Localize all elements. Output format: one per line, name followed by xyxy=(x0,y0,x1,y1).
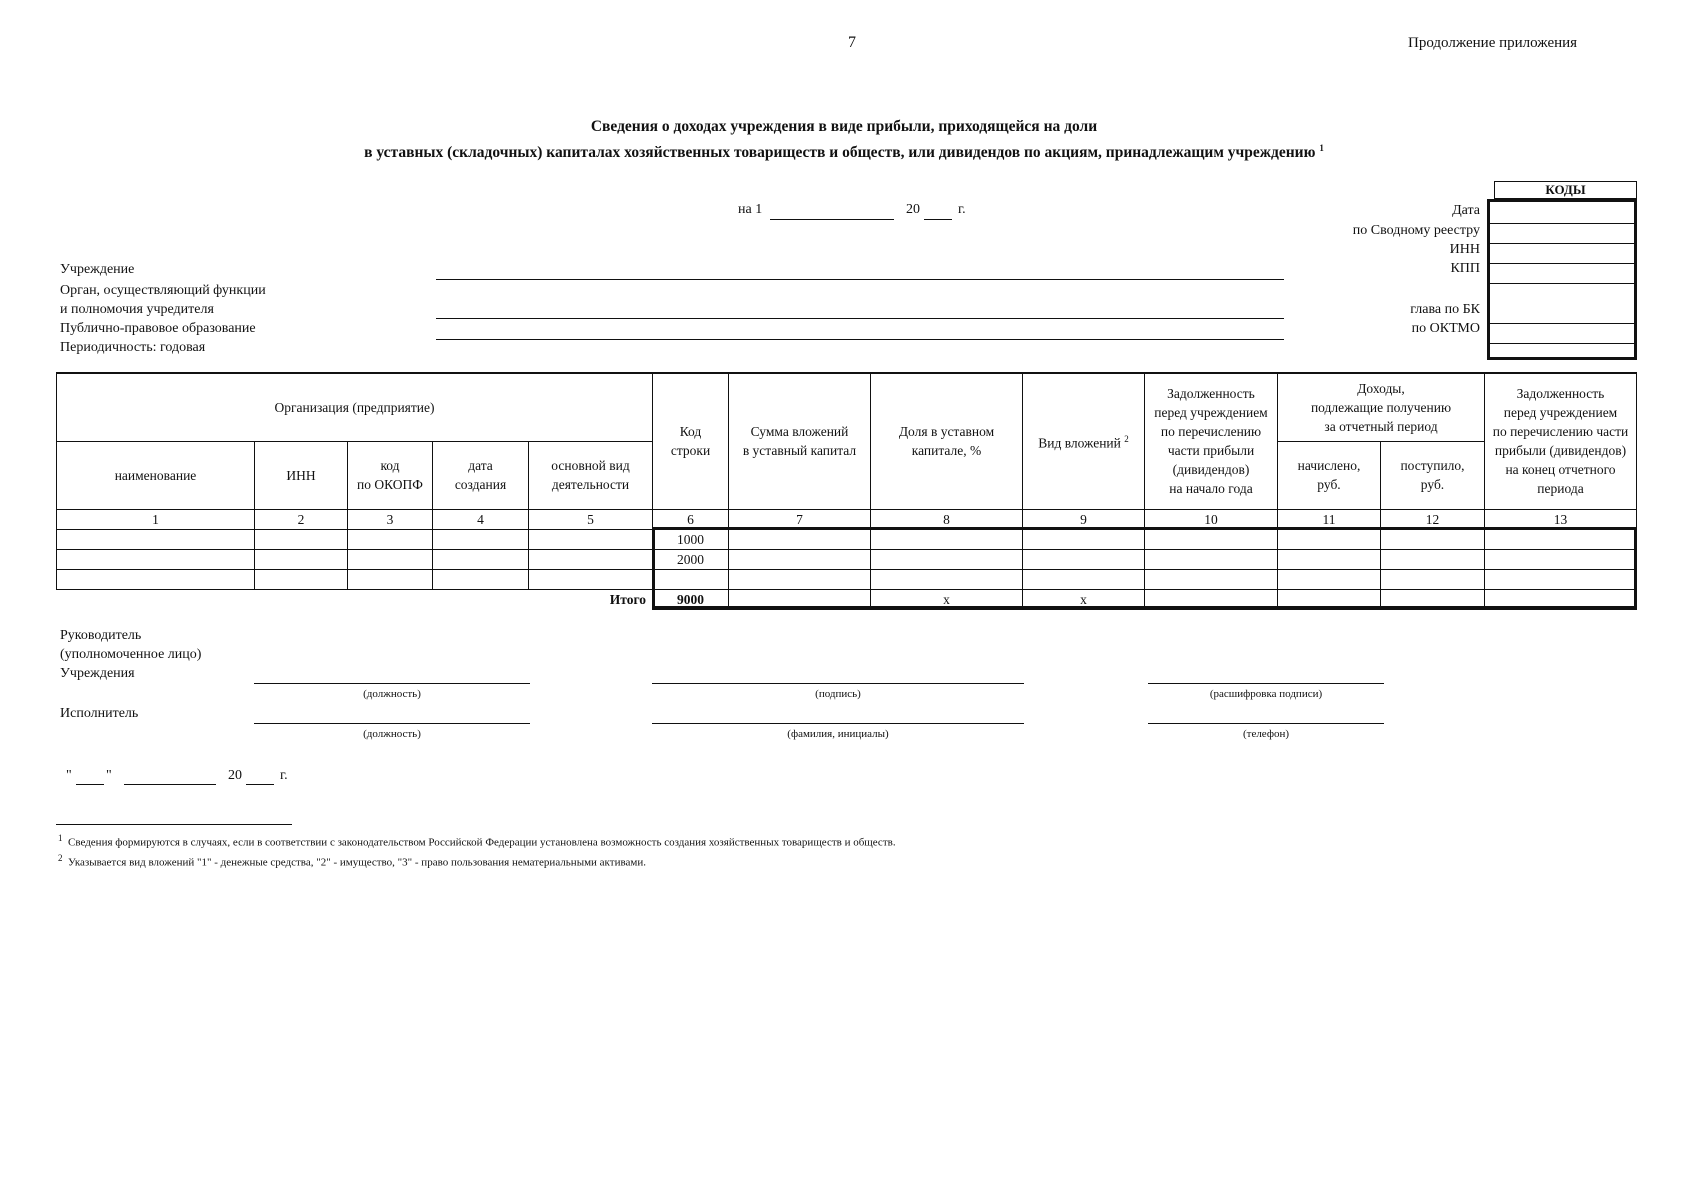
header-name: наименование xyxy=(57,441,255,509)
date-suffix: г. xyxy=(958,202,966,217)
cell-sum[interactable] xyxy=(729,569,871,589)
cell-created[interactable] xyxy=(433,529,529,549)
cell-activity[interactable] xyxy=(529,549,653,569)
header-accrued: начислено, руб. xyxy=(1278,441,1381,509)
label-head-2: (уполномоченное лицо) xyxy=(60,647,202,662)
cell-inn[interactable] xyxy=(255,549,348,569)
table-row xyxy=(57,569,1637,589)
head-decoding-field[interactable] xyxy=(1148,683,1384,684)
sign-date-year: 20 xyxy=(228,768,242,783)
cell-type[interactable] xyxy=(1023,569,1145,589)
caption-decoding: (расшифровка подписи) xyxy=(1209,688,1323,700)
code-cell-registry[interactable] xyxy=(1490,224,1634,244)
cell-debt-start[interactable] xyxy=(1145,569,1278,589)
cell-name[interactable] xyxy=(57,529,255,549)
cell-activity[interactable] xyxy=(529,569,653,589)
cell-received[interactable] xyxy=(1381,569,1485,589)
col-number: 3 xyxy=(348,509,433,529)
cell-share[interactable] xyxy=(871,529,1023,549)
cell-debt-end[interactable] xyxy=(1485,529,1637,549)
col-number: 4 xyxy=(433,509,529,529)
code-cell-bk[interactable] xyxy=(1490,284,1634,324)
table-row xyxy=(57,549,1637,569)
caption-position-2: (должность) xyxy=(363,728,421,740)
header-code: Код строки xyxy=(653,373,729,509)
sign-date-year-field[interactable] xyxy=(246,784,274,785)
caption-signature: (подпись) xyxy=(815,688,861,700)
code-label-oktmo: по ОКТМО xyxy=(1411,321,1480,336)
page-number: 7 xyxy=(848,34,856,51)
code-label-kpp: КПП xyxy=(1450,261,1480,276)
cell-name[interactable] xyxy=(57,549,255,569)
cell-okopf[interactable] xyxy=(348,569,433,589)
header-type: Вид вложений $^2$ xyxy=(1023,373,1145,509)
col-number: 10 xyxy=(1145,509,1278,529)
col-number: 1 xyxy=(57,509,255,529)
footnote-divider xyxy=(56,824,292,825)
head-position-field[interactable] xyxy=(254,683,530,684)
cell-created[interactable] xyxy=(433,549,529,569)
head-signature-field[interactable] xyxy=(652,683,1024,684)
date-prefix: на 1 xyxy=(738,202,763,217)
header-created: дата создания xyxy=(433,441,529,509)
header-debt-end: Задолженность перед учреждением по перечислению части прибыли (дивидендов) на конец отчетного периода xyxy=(1485,373,1637,509)
col-number: 12 xyxy=(1381,509,1485,529)
code-cell-extra[interactable] xyxy=(1490,344,1634,363)
cell-created[interactable] xyxy=(433,569,529,589)
cell-type[interactable] xyxy=(1023,549,1145,569)
sign-date-month-field[interactable] xyxy=(124,784,216,785)
code-cell-kpp[interactable] xyxy=(1490,264,1634,284)
organ-field[interactable] xyxy=(436,318,1284,319)
label-periodicity: Периодичность: годовая xyxy=(60,340,206,355)
total-row xyxy=(57,589,1637,609)
footnote-1: $^1$ Сведения формируются в случаях, если в соответствии с законодательством Российской Федерации установлена возможность создания хозяйственных товариществ и обществ. xyxy=(58,833,896,849)
total-received[interactable] xyxy=(1381,589,1485,609)
code-cell-oktmo[interactable] xyxy=(1490,324,1634,344)
code-cell-date[interactable] xyxy=(1490,202,1634,224)
institution-field[interactable] xyxy=(436,279,1284,280)
total-accrued[interactable] xyxy=(1278,589,1381,609)
col-number: 5 xyxy=(529,509,653,529)
header-share: Доля в уставном капитале, % xyxy=(871,373,1023,509)
form-title-line2: в уставных (складочных) капиталах хозяйственных товариществ и обществ, или дивидендов по акциям, принадлежащим учреждению $^1$ xyxy=(364,143,1324,162)
cell-received[interactable] xyxy=(1381,549,1485,569)
col-number: 13 xyxy=(1485,509,1637,529)
cell-row-code: 1000 xyxy=(653,529,729,549)
total-share-x: x xyxy=(871,589,1023,609)
cell-debt-start[interactable] xyxy=(1145,549,1278,569)
cell-activity[interactable] xyxy=(529,529,653,549)
total-debt-end[interactable] xyxy=(1485,589,1637,609)
continuation-label: Продолжение приложения xyxy=(1408,35,1578,51)
column-numbers-row xyxy=(57,509,1637,529)
date-day-field[interactable] xyxy=(770,219,894,220)
cell-sum[interactable] xyxy=(729,549,871,569)
cell-accrued[interactable] xyxy=(1278,549,1381,569)
header-debt-start: Задолженность перед учреждением по перечислению части прибыли (дивидендов) на начало года xyxy=(1145,373,1278,509)
cell-share[interactable] xyxy=(871,549,1023,569)
cell-row-code xyxy=(653,569,729,589)
header-income-group: Доходы, подлежащие получению за отчетный период xyxy=(1278,373,1485,441)
total-label: Итого xyxy=(57,589,653,609)
code-label-registry: по Сводному реестру xyxy=(1352,223,1480,238)
col-number: 2 xyxy=(255,509,348,529)
sign-date-quote-close: " xyxy=(106,768,112,783)
label-head-3: Учреждения xyxy=(60,666,135,681)
cell-debt-end[interactable] xyxy=(1485,569,1637,589)
executor-name-field[interactable] xyxy=(652,723,1024,724)
cell-row-code: 2000 xyxy=(653,549,729,569)
header-received: поступило, руб. xyxy=(1381,441,1485,509)
codes-header: КОДЫ xyxy=(1494,181,1637,199)
cell-accrued[interactable] xyxy=(1278,569,1381,589)
label-institution: Учреждение xyxy=(60,262,135,277)
cell-sum[interactable] xyxy=(729,529,871,549)
caption-phone: (телефон) xyxy=(1242,728,1290,740)
sign-date-suffix: г. xyxy=(280,768,288,783)
total-debt-start[interactable] xyxy=(1145,589,1278,609)
codes-box xyxy=(1487,199,1637,360)
sign-date-quote-open: " xyxy=(66,768,72,783)
label-organ-1: Орган, осуществляющий функции xyxy=(60,283,266,298)
label-public-entity: Публично-правовое образование xyxy=(60,321,256,336)
total-sum[interactable] xyxy=(729,589,871,609)
header-activity: основной вид деятельности xyxy=(529,441,653,509)
label-executor: Исполнитель xyxy=(60,706,139,721)
cell-inn[interactable] xyxy=(255,569,348,589)
income-table xyxy=(56,372,1637,610)
col-number: 11 xyxy=(1278,509,1381,529)
col-number: 9 xyxy=(1023,509,1145,529)
cell-type[interactable] xyxy=(1023,529,1145,549)
executor-phone-field[interactable] xyxy=(1148,723,1384,724)
cell-name[interactable] xyxy=(57,569,255,589)
header-okopf: код по ОКОПФ xyxy=(348,441,433,509)
cell-inn[interactable] xyxy=(255,529,348,549)
total-type-x: x xyxy=(1023,589,1145,609)
col-number: 8 xyxy=(871,509,1023,529)
header-inn: ИНН xyxy=(255,441,348,509)
label-organ-2: и полномочия учредителя xyxy=(60,302,214,317)
date-year-prefix: 20 xyxy=(906,202,920,217)
cell-okopf[interactable] xyxy=(348,529,433,549)
code-label-date: Дата xyxy=(1452,203,1480,218)
public-entity-field[interactable] xyxy=(436,339,1284,340)
caption-name: (фамилия, инициалы) xyxy=(787,728,889,740)
cell-share[interactable] xyxy=(871,569,1023,589)
header-sum: Сумма вложений в уставный капитал xyxy=(729,373,871,509)
col-number: 6 xyxy=(653,509,729,529)
code-label-bk: глава по БК xyxy=(1410,302,1480,317)
caption-position: (должность) xyxy=(363,688,421,700)
code-label-inn: ИНН xyxy=(1449,242,1480,257)
code-cell-inn[interactable] xyxy=(1490,244,1634,264)
executor-position-field[interactable] xyxy=(254,723,530,724)
footnote-2: $^2$ Указывается вид вложений "1" - денежные средства, "2" - имущество, "3" - право пользования нематериальными активами. xyxy=(58,853,646,869)
header-org-group: Организация (предприятие) xyxy=(57,373,653,441)
date-year-field[interactable] xyxy=(924,219,952,220)
sign-date-day-field[interactable] xyxy=(76,784,104,785)
col-number: 7 xyxy=(729,509,871,529)
cell-received[interactable] xyxy=(1381,529,1485,549)
cell-accrued[interactable] xyxy=(1278,529,1381,549)
cell-okopf[interactable] xyxy=(348,549,433,569)
cell-debt-start[interactable] xyxy=(1145,529,1278,549)
total-code: 9000 xyxy=(653,589,729,609)
cell-debt-end[interactable] xyxy=(1485,549,1637,569)
label-head-1: Руководитель xyxy=(60,628,142,643)
form-title-line1: Сведения о доходах учреждения в виде прибыли, приходящейся на доли xyxy=(590,118,1098,135)
table-row xyxy=(57,529,1637,549)
